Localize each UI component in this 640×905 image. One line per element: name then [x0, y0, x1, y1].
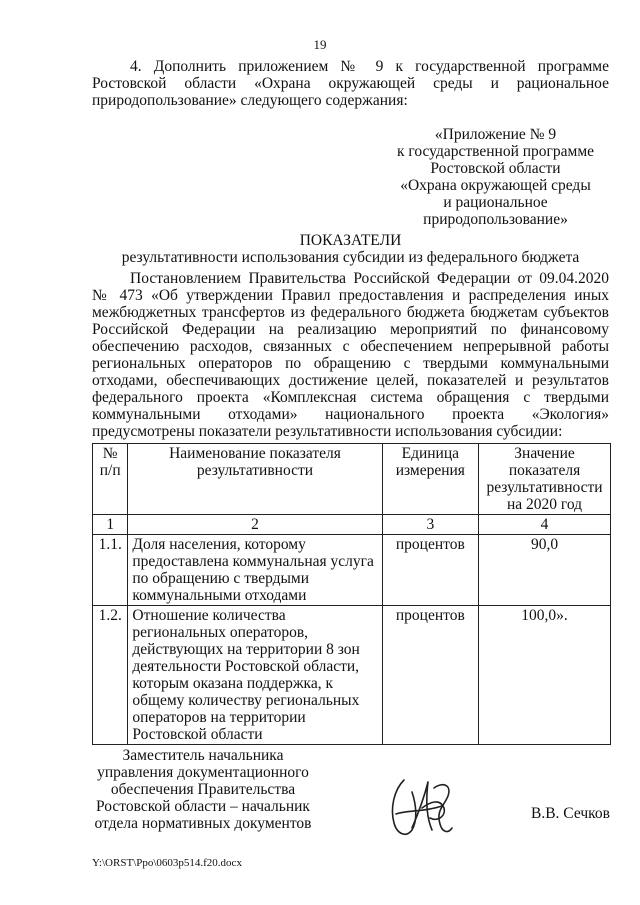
signer-position-line: управления документационного — [97, 764, 309, 781]
title-main: ПОКАЗАТЕЛИ — [299, 232, 402, 249]
appendix-line: к государственной программе — [396, 143, 595, 160]
column-number: 1 — [93, 515, 128, 535]
row-number: 1.1. — [93, 535, 128, 606]
title-subtitle: результативности использования субсидии из федерального бюджета — [121, 249, 580, 266]
signer-position-line: обеспечения Правительства — [110, 781, 296, 798]
document-title — [92, 232, 609, 266]
header-unit: Единица измерения — [382, 444, 479, 515]
intro-paragraph: 4. Дополнить приложением № 9 к государственной программе Ростовской области «Охрана окружающей среды и рациональное природопользование» следующего содержания: — [92, 58, 609, 109]
header-value: Значение показателя результативности на 2020 год — [479, 444, 611, 515]
row-unit: процентов — [382, 535, 479, 606]
appendix-line: и рациональное — [443, 194, 548, 211]
appendix-line: «Приложение № 9 — [434, 126, 557, 143]
header-indicator-name: Наименование показателя результативности — [128, 444, 382, 515]
column-number-row — [93, 515, 611, 535]
signer-position-line: Ростовской области – начальник — [96, 798, 310, 815]
signer-position-line: отдела нормативных документов — [94, 815, 312, 832]
indicators-table — [92, 443, 611, 745]
appendix-header — [392, 126, 599, 228]
signer-position-line: Заместитель начальника — [122, 747, 284, 764]
table-row — [93, 535, 611, 606]
row-value: 100,0». — [479, 606, 611, 745]
row-indicator-name: Отношение количества региональных операторов, действующих на территории 8 зон деятельности Ростовской области, которым оказана поддержка, к общему количеству региональных операторов на территории Ростовской области — [128, 606, 382, 745]
appendix-line: Ростовской области — [430, 160, 561, 177]
header-number: № п/п — [93, 444, 128, 515]
column-number: 2 — [128, 515, 382, 535]
signer-position — [92, 747, 314, 832]
signer-name: В.В. Сечков — [531, 805, 610, 822]
row-unit: процентов — [382, 606, 479, 745]
row-indicator-name: Доля населения, которому предоставлена коммунальная услуга по обращению с твердыми коммунальными отходами — [128, 535, 382, 606]
table-row — [93, 606, 611, 745]
row-number: 1.2. — [93, 606, 128, 745]
appendix-line: природопользование» — [423, 211, 568, 228]
column-number: 3 — [382, 515, 479, 535]
row-value: 90,0 — [479, 535, 611, 606]
page-number: 19 — [313, 37, 327, 52]
table-header-row — [93, 444, 611, 515]
file-path: Y:\ORST\Ppo\0603p514.f20.docx — [92, 857, 242, 869]
handwritten-signature — [382, 768, 462, 848]
appendix-line: «Охрана окружающей среды — [400, 177, 591, 194]
body-paragraph: Постановлением Правительства Российской Федерации от 09.04.2020 № 473 «Об утверждении Правил предоставления и распределения иных межбюджетных трансфертов из федерального бюджета бюджетам субъектов Российской Федерации на реализацию мероприятий по финансовому обеспечению расходов, связанных с обеспечением непрерывной работы региональных операторов по обращению с твердыми коммунальными отходами, обеспечивающих достижение целей, показателей и результатов федерального проекта «Комплексная система обращения с твердыми коммунальными отходами» национального проекта «Экология» предусмотрены показатели результативности использования субсидии: — [92, 270, 609, 440]
column-number: 4 — [479, 515, 611, 535]
